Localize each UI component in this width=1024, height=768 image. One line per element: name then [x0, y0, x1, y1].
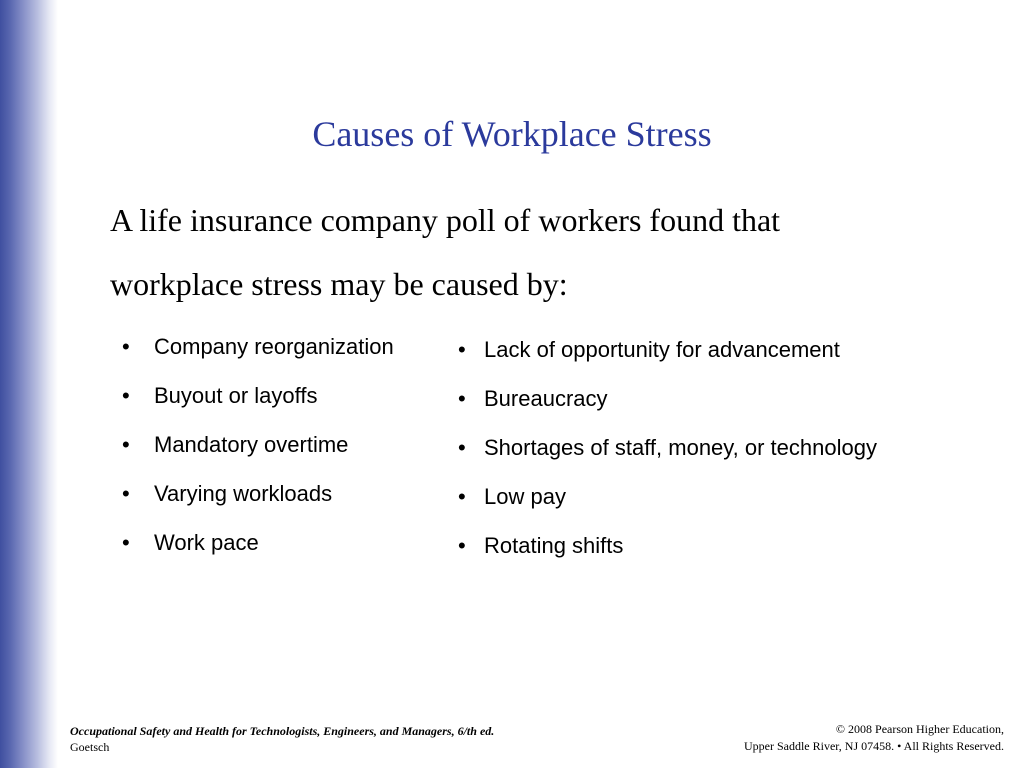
list-item — [458, 435, 958, 484]
list-item-text: Lack of opportunity for advancement — [484, 337, 840, 362]
list-item-text: Buyout or layoffs — [154, 383, 318, 408]
slide-title: Causes of Workplace Stress — [312, 114, 712, 154]
list-item — [458, 533, 958, 582]
bullet-icon: • — [122, 481, 130, 506]
list-item — [122, 383, 442, 432]
list-item — [122, 432, 442, 481]
list-item — [122, 481, 442, 530]
list-item-text: Mandatory overtime — [154, 432, 349, 457]
list-item — [458, 484, 958, 533]
right-bullet-list — [458, 337, 958, 582]
copyright-line-1: © 2008 Pearson Higher Education, — [835, 722, 1004, 736]
list-item-text: Shortages of staff, money, or technology — [484, 435, 877, 460]
list-item-text: Rotating shifts — [484, 533, 624, 558]
bullet-icon: • — [458, 533, 466, 558]
bullet-icon: • — [122, 334, 130, 359]
footer-author: Goetsch — [70, 740, 110, 754]
bullet-icon: • — [458, 435, 466, 460]
list-item-text: Company reorganization — [154, 334, 394, 359]
footer-book-title: Occupational Safety and Health for Technologists, Engineers, and Managers, 6/th ed. — [70, 724, 495, 738]
list-item — [458, 386, 958, 435]
bullet-icon: • — [458, 337, 466, 362]
bullet-icon: • — [122, 383, 130, 408]
list-item-text: Low pay — [484, 484, 566, 509]
intro-line-1: A life insurance company poll of workers found that — [110, 202, 781, 238]
copyright-line-2: Upper Saddle River, NJ 07458. • All Rights Reserved. — [743, 739, 1004, 753]
list-item — [122, 530, 442, 579]
bullet-icon: • — [122, 432, 130, 457]
intro-line-2: workplace stress may be caused by: — [110, 266, 568, 302]
bullet-icon: • — [458, 484, 466, 509]
list-item — [458, 337, 958, 386]
footer-book-info — [70, 723, 494, 755]
list-item-text: Varying workloads — [154, 481, 333, 506]
left-bullet-list — [122, 334, 442, 579]
list-item — [122, 334, 442, 383]
bullet-icon: • — [458, 386, 466, 411]
footer-copyright — [744, 721, 1004, 755]
bullet-icon: • — [122, 530, 130, 555]
intro-text — [110, 188, 990, 316]
list-item-text: Work pace — [154, 530, 259, 555]
list-item-text: Bureaucracy — [484, 386, 608, 411]
